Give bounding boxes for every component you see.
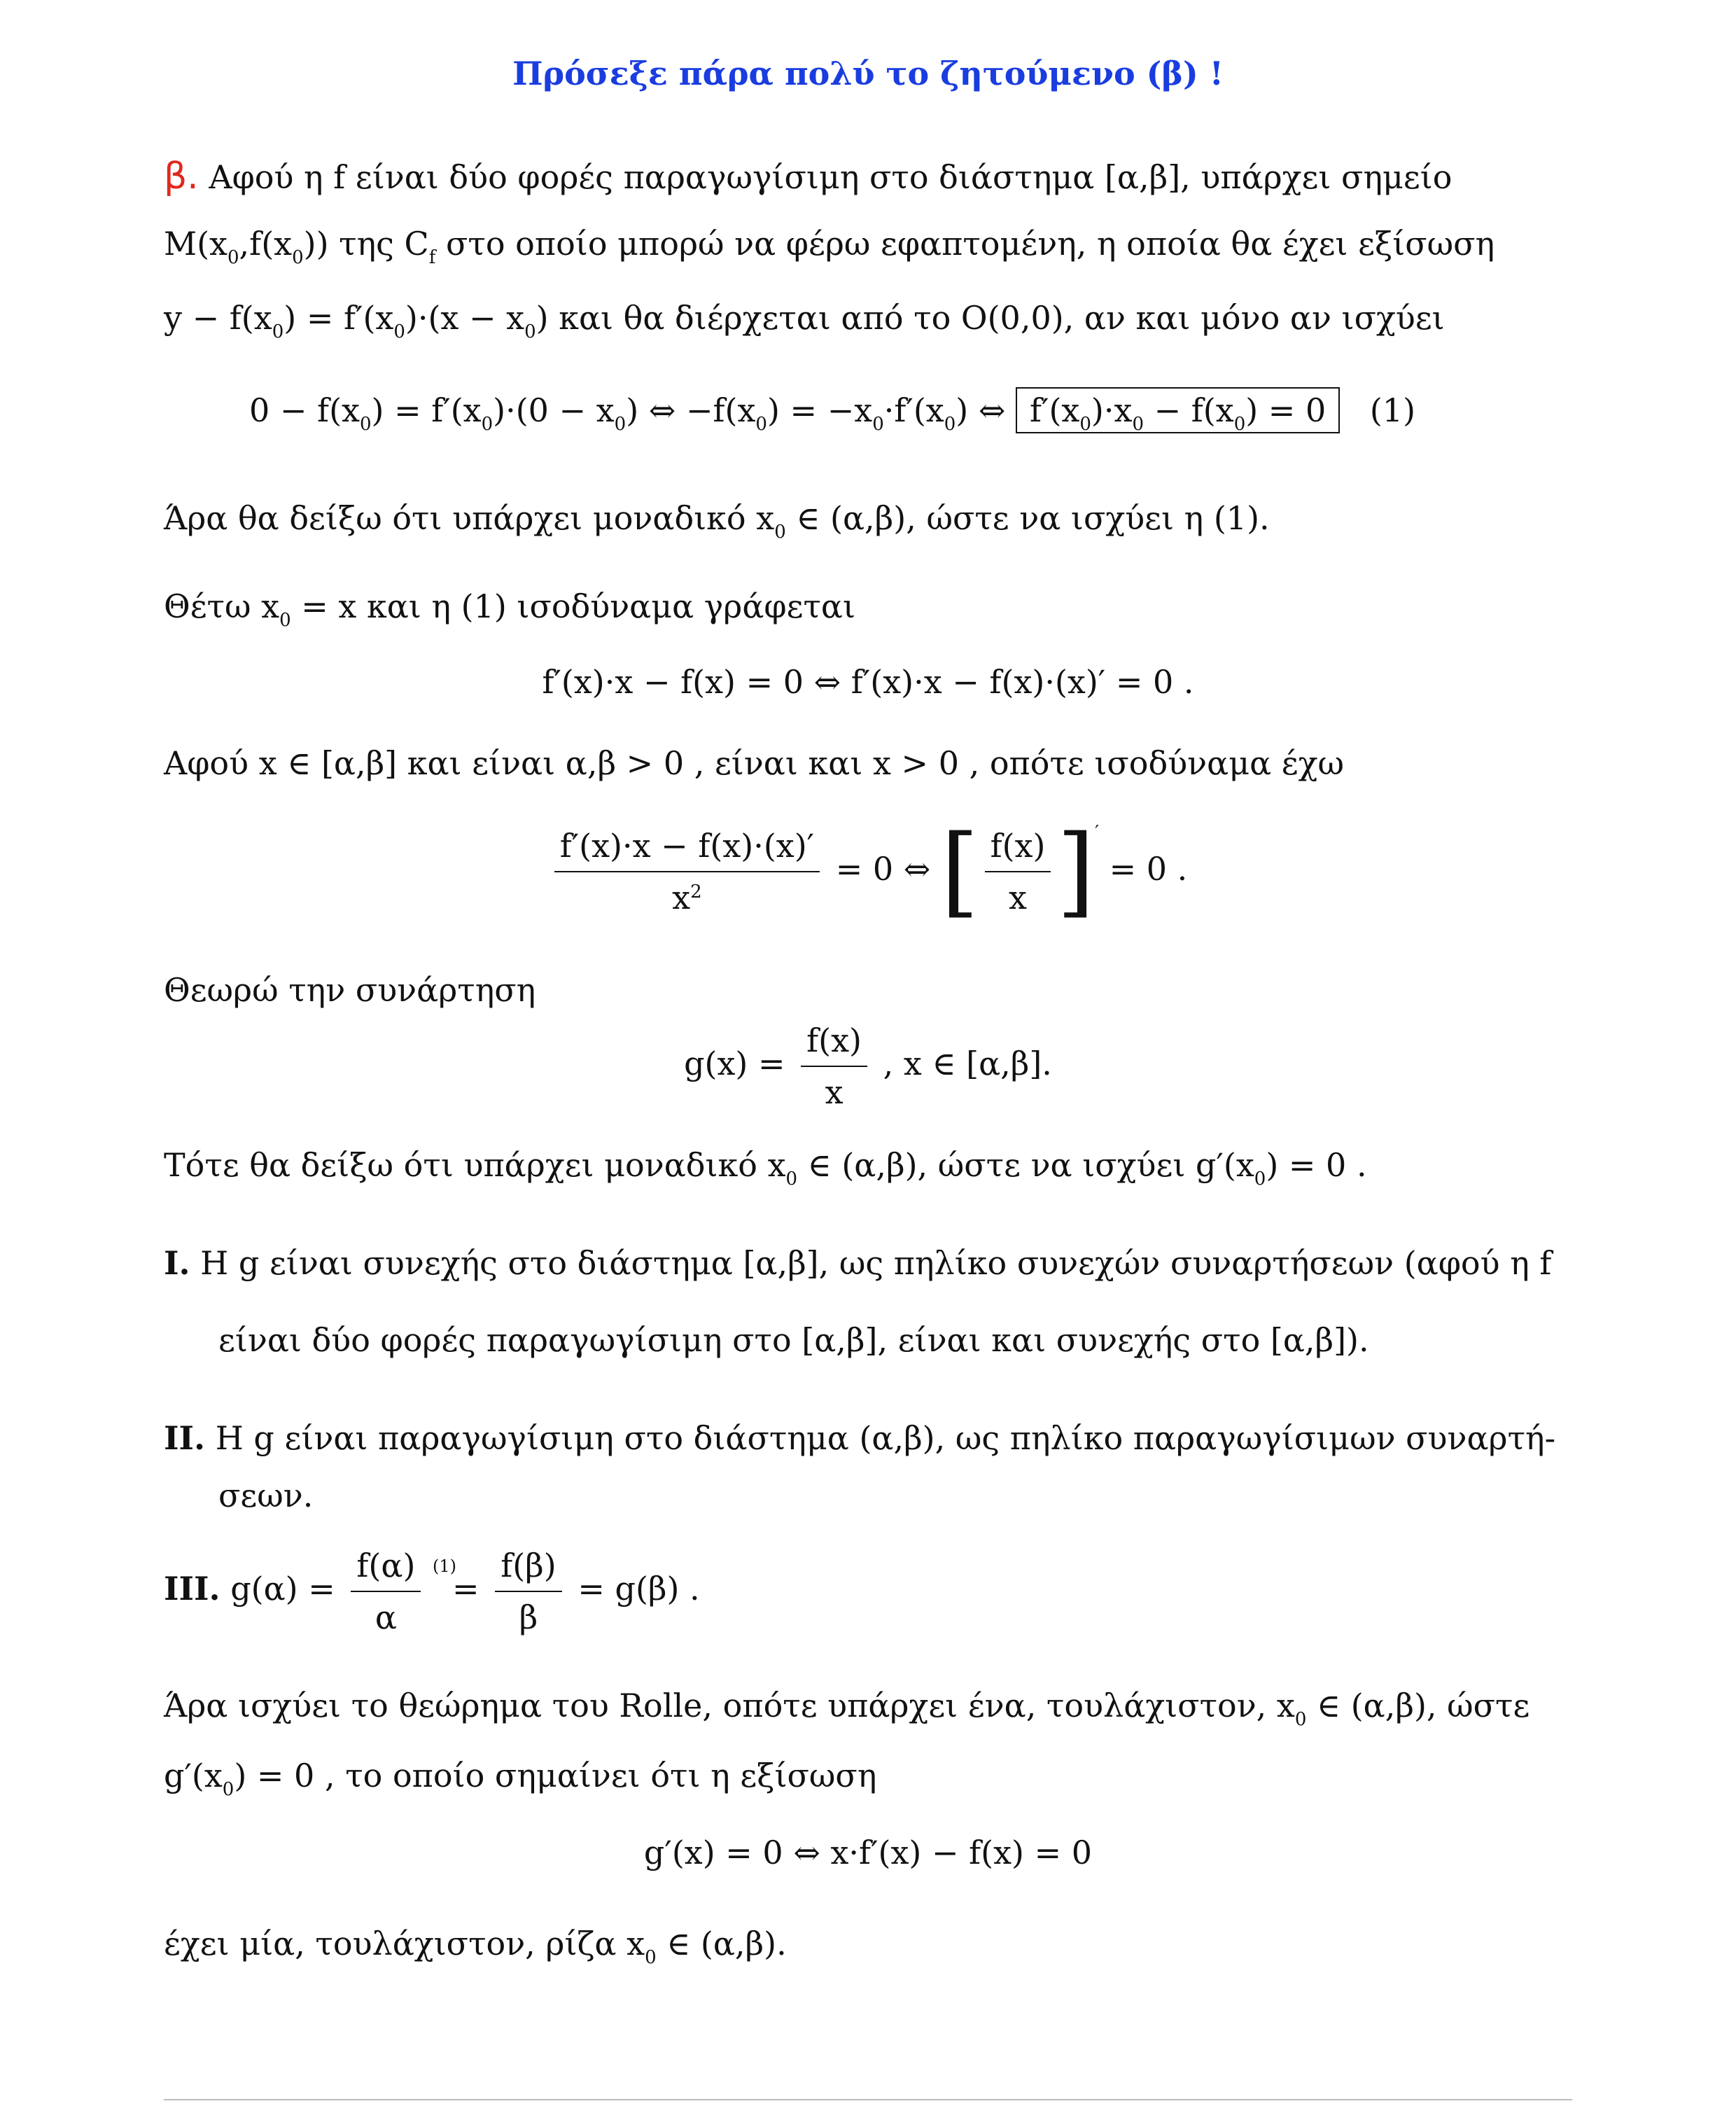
part-label: β. <box>164 155 199 197</box>
text: στο οποίο μπορώ να φέρω εφαπτομένη, η οποία θα έχει εξίσωση <box>435 225 1495 263</box>
math: x <box>672 879 691 916</box>
text: y − f(x <box>164 299 272 337</box>
equation-2: f′(x)·x − f(x) = 0 ⇔ f′(x)·x − f(x)·(x)′ = 0 . <box>542 663 1194 701</box>
text: ) και θα διέρχεται από το O(0,0), αν και μόνο αν ισχύει <box>536 299 1445 337</box>
paragraph-1-line-2 <box>164 223 1572 268</box>
text: Θέτω x <box>164 587 280 625</box>
math: g(x) = <box>684 1045 785 1082</box>
text: Η g είναι παραγωγίσιμη στο διάστημα (α,β), ως πηλίκο παραγωγίσιμων συναρτή- <box>215 1419 1556 1457</box>
equation-tag: (1) <box>1369 391 1416 429</box>
text: ∈ (α,β), ώστε <box>1306 1687 1530 1724</box>
item-2-line-2: σεων. <box>218 1477 314 1514</box>
text: Άρα θα δείξω ότι υπάρχει μοναδικό x <box>164 499 775 537</box>
subscript: 0 <box>785 1169 798 1190</box>
text: ) = 0 . <box>1266 1146 1367 1184</box>
subscript: 0 <box>614 414 626 435</box>
subscript: 0 <box>774 522 786 543</box>
superscript: 2 <box>690 881 702 902</box>
math: = 0 . <box>1109 850 1188 888</box>
subscript: 0 <box>755 414 767 435</box>
text: ∈ (α,β). <box>656 1925 787 1962</box>
subscript: f <box>428 247 436 268</box>
fraction <box>495 1544 562 1638</box>
denominator: x <box>825 1073 844 1111</box>
math: = 0 ⇔ <box>835 850 931 888</box>
fraction <box>985 825 1051 919</box>
paragraph-5: Θεωρώ την συνάρτηση <box>164 971 536 1009</box>
equation-4 <box>0 1019 1736 1124</box>
text: )) της C <box>303 225 429 263</box>
text: ∈ (α,β), ώστε να ισχύει g′(x <box>797 1146 1254 1184</box>
text: ∈ (α,β), ώστε να ισχύει η (1). <box>785 499 1270 537</box>
paragraph-3 <box>164 585 1572 631</box>
subscript: 0 <box>1254 1169 1266 1190</box>
paragraph-7-line-2 <box>164 1755 1572 1800</box>
subscript: 0 <box>872 414 884 435</box>
text: Άρα ισχύει το θεώρημα του Rolle, οπότε υπάρχει ένα, τουλάχιστον, x <box>164 1687 1295 1724</box>
subscript: 0 <box>1294 1709 1307 1730</box>
paragraph-1-line-3 <box>164 297 1572 342</box>
footer-divider <box>164 2099 1572 2100</box>
item-label: I. <box>164 1244 190 1282</box>
paragraph-8 <box>164 1923 1572 1968</box>
subscript: 0 <box>1132 414 1144 435</box>
text: )·(x − x <box>405 299 525 337</box>
prime: ′ <box>1095 822 1099 843</box>
numerator: f(x) <box>801 1019 867 1067</box>
item-2-line-1 <box>164 1417 1572 1459</box>
subscript: 0 <box>645 1947 657 1968</box>
paragraph-4: Αφού x ∈ [α,β] και είναι α,β > 0 , είναι και x > 0 , οπότε ισοδύναμα έχω <box>164 744 1344 782</box>
equation-5: g′(x) = 0 ⇔ x·f′(x) − f(x) = 0 <box>643 1834 1093 1871</box>
item-label: II. <box>164 1419 206 1457</box>
paragraph-2 <box>164 497 1572 543</box>
math: = g(β) . <box>578 1570 700 1608</box>
denominator: x <box>1009 879 1027 916</box>
numerator: f(x) <box>985 825 1051 872</box>
fraction <box>801 1019 867 1113</box>
math: )·(0 − x <box>493 391 615 429</box>
math: − f(x <box>1143 391 1234 429</box>
text: M(x <box>164 225 227 263</box>
numerator: f′(x)·x − f(x)·(x)′ <box>554 825 820 872</box>
item-label: III. <box>164 1570 220 1608</box>
paragraph-1-line-1 <box>164 155 1572 198</box>
paragraph-6 <box>164 1144 1572 1190</box>
math: )·x <box>1091 391 1133 429</box>
subscript: 0 <box>359 414 372 435</box>
subscript: 0 <box>279 610 291 631</box>
text: ) = 0 , το οποίο σημαίνει ότι η εξίσωση <box>234 1757 877 1794</box>
equation-3 <box>0 814 1736 931</box>
math: g(α) = <box>230 1570 335 1608</box>
math: ) = f′(x <box>371 391 482 429</box>
subscript: 0 <box>524 321 536 342</box>
subscript: 0 <box>1233 414 1246 435</box>
math: ) ⇔ <box>955 391 1006 429</box>
denominator <box>554 872 820 919</box>
item-1-line-1 <box>164 1242 1572 1284</box>
text: = x και η (1) ισοδύναμα γράφεται <box>290 587 855 625</box>
subscript: 0 <box>393 321 405 342</box>
subscript: 0 <box>222 1779 234 1800</box>
math: = <box>452 1570 479 1608</box>
subscript: 0 <box>227 247 239 268</box>
math: ) ⇔ −f(x <box>626 391 756 429</box>
denominator: α <box>374 1598 397 1636</box>
numerator: f(α) <box>351 1544 421 1592</box>
subscript: 0 <box>292 247 304 268</box>
math: ) = −x <box>766 391 873 429</box>
boxed-equation <box>1016 387 1340 433</box>
item-1-line-2: είναι δύο φορές παραγωγίσιμη στο [α,β], είναι και συνεχής στο [α,β]). <box>218 1321 1369 1359</box>
subscript: 0 <box>272 321 284 342</box>
item-3 <box>164 1544 1572 1650</box>
text: Αφού η f είναι δύο φορές παραγωγίσιμη στο διάστημα [α,β], υπάρχει σημείο <box>209 158 1452 196</box>
denominator: β <box>519 1598 538 1636</box>
subscript: 0 <box>481 414 493 435</box>
math: 0 − f(x <box>249 391 360 429</box>
fraction <box>554 825 820 919</box>
subscript: 0 <box>1079 414 1091 435</box>
subscript: 0 <box>944 414 956 435</box>
text: έχει μία, τουλάχιστον, ρίζα x <box>164 1925 645 1962</box>
right-bracket: ] <box>1056 814 1096 928</box>
math: f′(x <box>1030 391 1080 429</box>
paragraph-7-line-1 <box>164 1685 1572 1730</box>
math: , x ∈ [α,β]. <box>883 1045 1052 1082</box>
left-bracket: [ <box>940 814 979 928</box>
math: ·f′(x <box>883 391 944 429</box>
fraction <box>351 1544 421 1638</box>
text: Η g είναι συνεχής στο διάστημα [α,β], ως πηλίκο συνεχών συναρτήσεων (αφού η f <box>200 1244 1552 1282</box>
math: ) = 0 <box>1245 391 1326 429</box>
reference-label: (1) <box>433 1556 457 1576</box>
text: ) = f′(x <box>284 299 394 337</box>
numerator: f(β) <box>495 1544 562 1592</box>
text: Τότε θα δείξω ότι υπάρχει μοναδικό x <box>164 1146 786 1184</box>
text: g′(x <box>164 1757 223 1794</box>
equation-1 <box>249 389 1596 435</box>
text: ,f(x <box>239 225 293 263</box>
page-title: Πρόσεξε πάρα πολύ το ζητούμενο (β) ! <box>512 55 1224 92</box>
